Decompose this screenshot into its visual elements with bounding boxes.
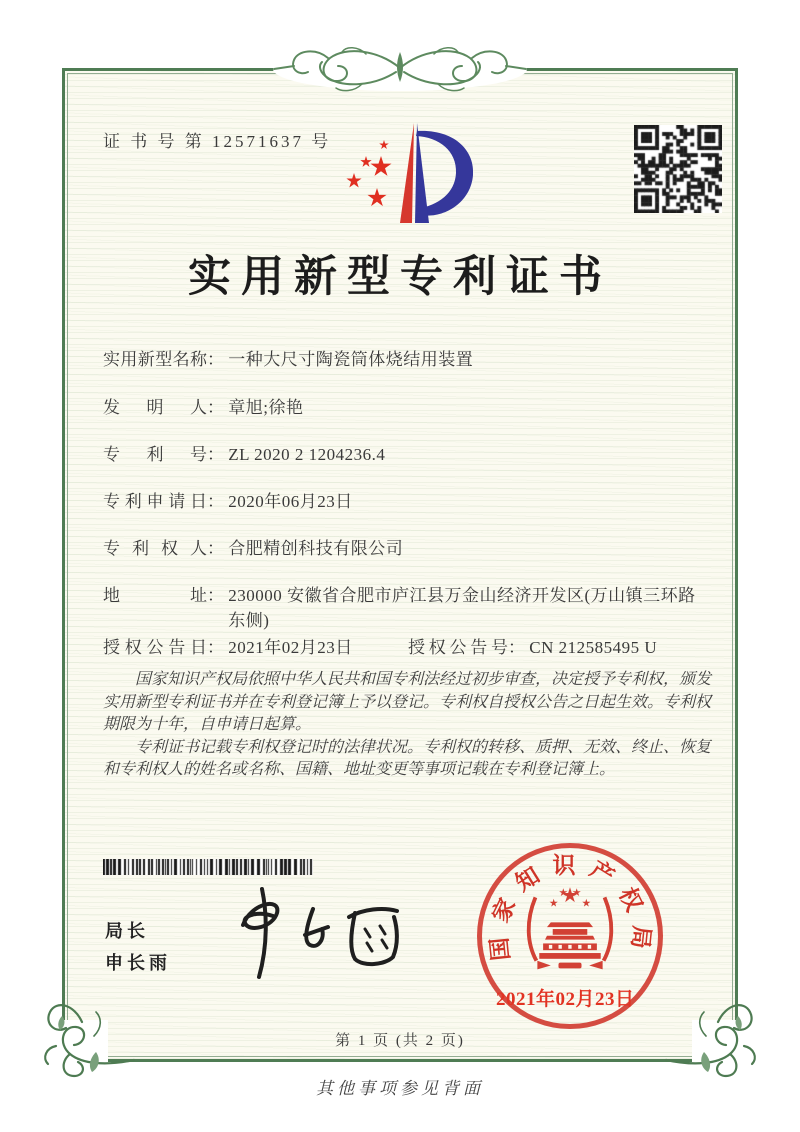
field-value: 230000 安徽省合肥市庐江县万金山经济开发区(万山镇三环路东侧) — [228, 586, 696, 630]
field-label: 专利申请日 — [103, 492, 207, 511]
signature-autograph — [215, 883, 425, 983]
field-row-address — [103, 583, 698, 633]
field-value: 一种大尺寸陶瓷筒体烧结用装置 — [228, 350, 474, 369]
qr-code — [634, 125, 722, 213]
official-seal — [477, 843, 663, 1029]
legal-text — [103, 669, 717, 782]
field-label: 专利权人 — [103, 539, 207, 558]
seal-text: 国家知识产权局 — [485, 853, 655, 962]
page-number: 第 1 页 (共 2 页) — [335, 1033, 465, 1049]
certificate-number: 证 书 号 第 12571637 号 — [103, 132, 332, 151]
legal-paragraph-2: 专利证书记载专利权登记时的法律状况。专利权的转移、质押、无效、终止、恢复和专利权人的姓名或名称、国籍、地址变更等事项记载在专利登记簿上。 — [103, 738, 712, 778]
field-row-filing-date — [103, 489, 353, 514]
field-colon: ： — [207, 445, 224, 464]
field-row-grant — [103, 635, 658, 660]
field-colon: ： — [207, 539, 224, 558]
certificate-frame — [62, 68, 738, 1062]
field-colon: ： — [207, 586, 224, 605]
ornament-bottom-right — [664, 992, 764, 1082]
ornament-top — [270, 36, 530, 96]
cnipa-logo-icon — [337, 119, 477, 231]
field-value: 2020年06月23日 — [228, 492, 353, 511]
field-colon: ： — [207, 492, 224, 511]
field-row-inventors — [103, 395, 303, 420]
field-colon: ： — [207, 638, 224, 657]
field-value: CN 212585495 U — [529, 638, 658, 657]
field-label: 授权公告号 — [408, 638, 508, 657]
commissioner-name: 申长雨 — [105, 953, 171, 973]
field-label: 实用新型名称 — [103, 350, 207, 369]
barcode-pattern — [103, 859, 313, 875]
qr-code-pattern — [634, 125, 722, 213]
cnipa-logo-graphic — [337, 119, 477, 231]
back-note: 其他事项参见背面 — [316, 1079, 484, 1098]
field-value: ZL 2020 2 1204236.4 — [228, 445, 386, 464]
field-colon: ： — [207, 350, 224, 369]
field-value: 章旭;徐艳 — [228, 398, 304, 417]
national-emblem-icon — [522, 882, 618, 978]
ornament-bottom-left — [36, 992, 136, 1082]
field-row-patentee — [103, 536, 403, 561]
field-value: 合肥精创科技有限公司 — [228, 539, 404, 558]
field-label: 授权公告日 — [103, 638, 207, 657]
commissioner-title: 局长 — [105, 921, 149, 941]
field-label: 发明人 — [103, 398, 207, 417]
field-label: 地址 — [103, 586, 207, 605]
field-row-name — [103, 347, 473, 372]
seal-date: 2021年02月23日 — [496, 989, 635, 1010]
field-label: 专利号 — [103, 445, 207, 464]
barcode — [103, 859, 313, 875]
field-colon: ： — [207, 398, 224, 417]
certificate-title: 实用新型专利证书 — [188, 254, 612, 301]
field-pair-grant-number — [408, 635, 657, 660]
field-value: 2021年02月23日 — [228, 638, 353, 657]
field-row-patent-number — [103, 442, 385, 467]
legal-paragraph-1: 国家知识产权局依照中华人民共和国专利法经过初步审查，决定授予专利权，颁发实用新型专利证书并在专利登记簿上予以登记。专利权自授权公告之日起生效。专利权期限为十年，自申请日起算。 — [103, 671, 712, 733]
field-colon: ： — [508, 638, 525, 657]
